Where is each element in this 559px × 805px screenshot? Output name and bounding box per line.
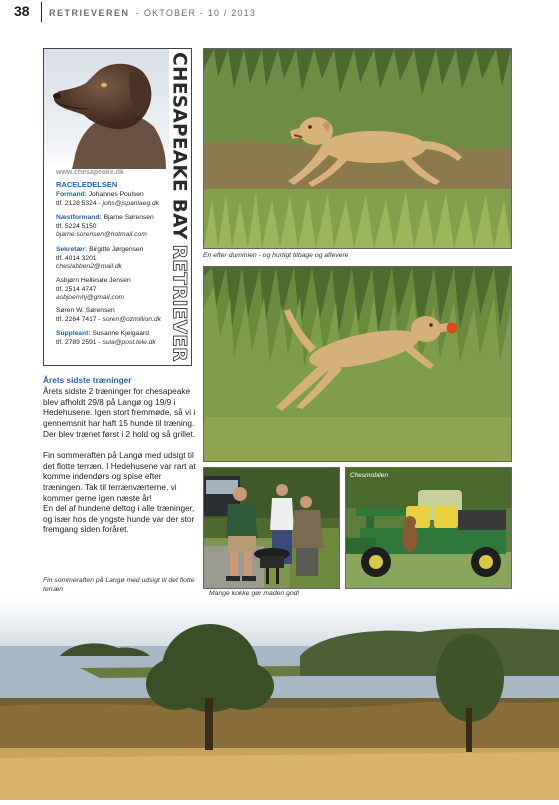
header-divider bbox=[41, 2, 42, 22]
member-name: Asbjørn Hellesøe Jensen bbox=[56, 277, 131, 284]
member-name: Bjarne Sørensen bbox=[103, 214, 154, 221]
article-paragraph: En del af hundene deltog i alle træninger, og især hos de yngste hunde var der stor fremgang siden foråret. bbox=[43, 503, 195, 535]
board-member bbox=[56, 277, 131, 303]
member-phone: tlf. 2128 5324 - bbox=[56, 199, 103, 207]
member-phone: tlf. 5224 5150 bbox=[56, 222, 97, 230]
breed-club-info-box bbox=[43, 48, 192, 366]
member-role: Formand: bbox=[56, 191, 87, 198]
photo-caption: En efter dummien - og hurtigt tilbage og aflevere bbox=[203, 252, 349, 259]
landscape-panorama bbox=[0, 598, 559, 800]
board-member bbox=[56, 307, 161, 324]
member-role: Sekretær: bbox=[56, 246, 88, 253]
vehicle-caption: Chesmobilen bbox=[350, 472, 388, 479]
board-member bbox=[56, 214, 154, 240]
member-email: johs@jspanlaeg.dk bbox=[102, 199, 160, 207]
member-phone: tlf. 2264 7417 - bbox=[56, 315, 103, 323]
member-name: Søren W. Sørensen bbox=[56, 307, 115, 314]
photo-utility-vehicle bbox=[345, 467, 512, 589]
member-name: Susanne Kjelgaard bbox=[92, 330, 149, 337]
issue-date: - OKTOBER - 10 / 2013 bbox=[136, 8, 257, 18]
board-member bbox=[56, 191, 159, 208]
board-member bbox=[56, 330, 156, 347]
photo-caption: Mange kokke gør maden god! bbox=[209, 590, 300, 597]
member-email: soren@ozmillion.dk bbox=[102, 315, 161, 323]
member-phone: tlf. 4014 3201 bbox=[56, 254, 97, 262]
grilling-illustration bbox=[204, 468, 339, 588]
member-email: cheslabben2@mail.dk bbox=[56, 263, 122, 271]
landscape-illustration bbox=[0, 598, 559, 800]
member-email: bjarne.sorensen@hotmail.com bbox=[56, 231, 147, 239]
member-phone: tlf. 2514 4747 bbox=[56, 285, 97, 293]
member-role: Suppleant: bbox=[56, 330, 91, 337]
member-name: Birgitte Jørgensen bbox=[89, 246, 144, 253]
breed-title-vertical-wrap bbox=[168, 51, 190, 363]
article-title: Årets sidste træninger bbox=[43, 375, 132, 385]
breed-title-vertical bbox=[169, 52, 190, 362]
member-role: Næstformand: bbox=[56, 214, 102, 221]
member-email: sula@post.tele.dk bbox=[102, 338, 156, 346]
page-number: 38 bbox=[14, 3, 30, 19]
chesapeake-dog-portrait bbox=[44, 49, 169, 169]
article-paragraph: Fin sommeraften på Langø med udsigt til det flotte terræn. I Hedehusene var rart at komme indendørs og spise efter træningen. Tak til terrænværterne, vi kommer gerne igen næste år! bbox=[43, 450, 196, 503]
photo-grilling-people bbox=[203, 467, 340, 589]
dog-jumping-illustration-1 bbox=[204, 49, 511, 248]
article-paragraph: Årets sidste 2 træninger for chesapeake blev afholdt 29/8 på Langø og 19/9 i Hedehusene. Igen stort fremmøde, så vi i gennemsnit har haft 15 hunde til træning. Der blev trænet først i 2 hold og så grillet. bbox=[43, 386, 196, 439]
vehicle-illustration bbox=[346, 468, 511, 588]
member-phone: tlf. 2789 2591 - bbox=[56, 338, 103, 346]
board-member bbox=[56, 246, 143, 272]
breed-title-part1: CHESAPEAKE BAY bbox=[168, 52, 190, 240]
club-website: www.chesapeake.dk bbox=[56, 169, 124, 176]
dog-jumping-illustration-2 bbox=[204, 267, 511, 461]
photo-dog-jumping-2 bbox=[203, 266, 512, 462]
landscape-caption: Fin sommeraften på Langø med udsigt til det flotte terræn bbox=[43, 577, 195, 593]
magazine-name: RETRIEVEREN bbox=[49, 8, 130, 18]
board-heading: RACELEDELSEN bbox=[56, 180, 118, 189]
breed-title-part2: RETRIEVER bbox=[168, 244, 190, 362]
member-name: Johannes Poulsen bbox=[88, 191, 144, 198]
photo-dog-jumping-1 bbox=[203, 48, 512, 249]
member-email: asbjoernhj@gmail.com bbox=[56, 294, 125, 302]
